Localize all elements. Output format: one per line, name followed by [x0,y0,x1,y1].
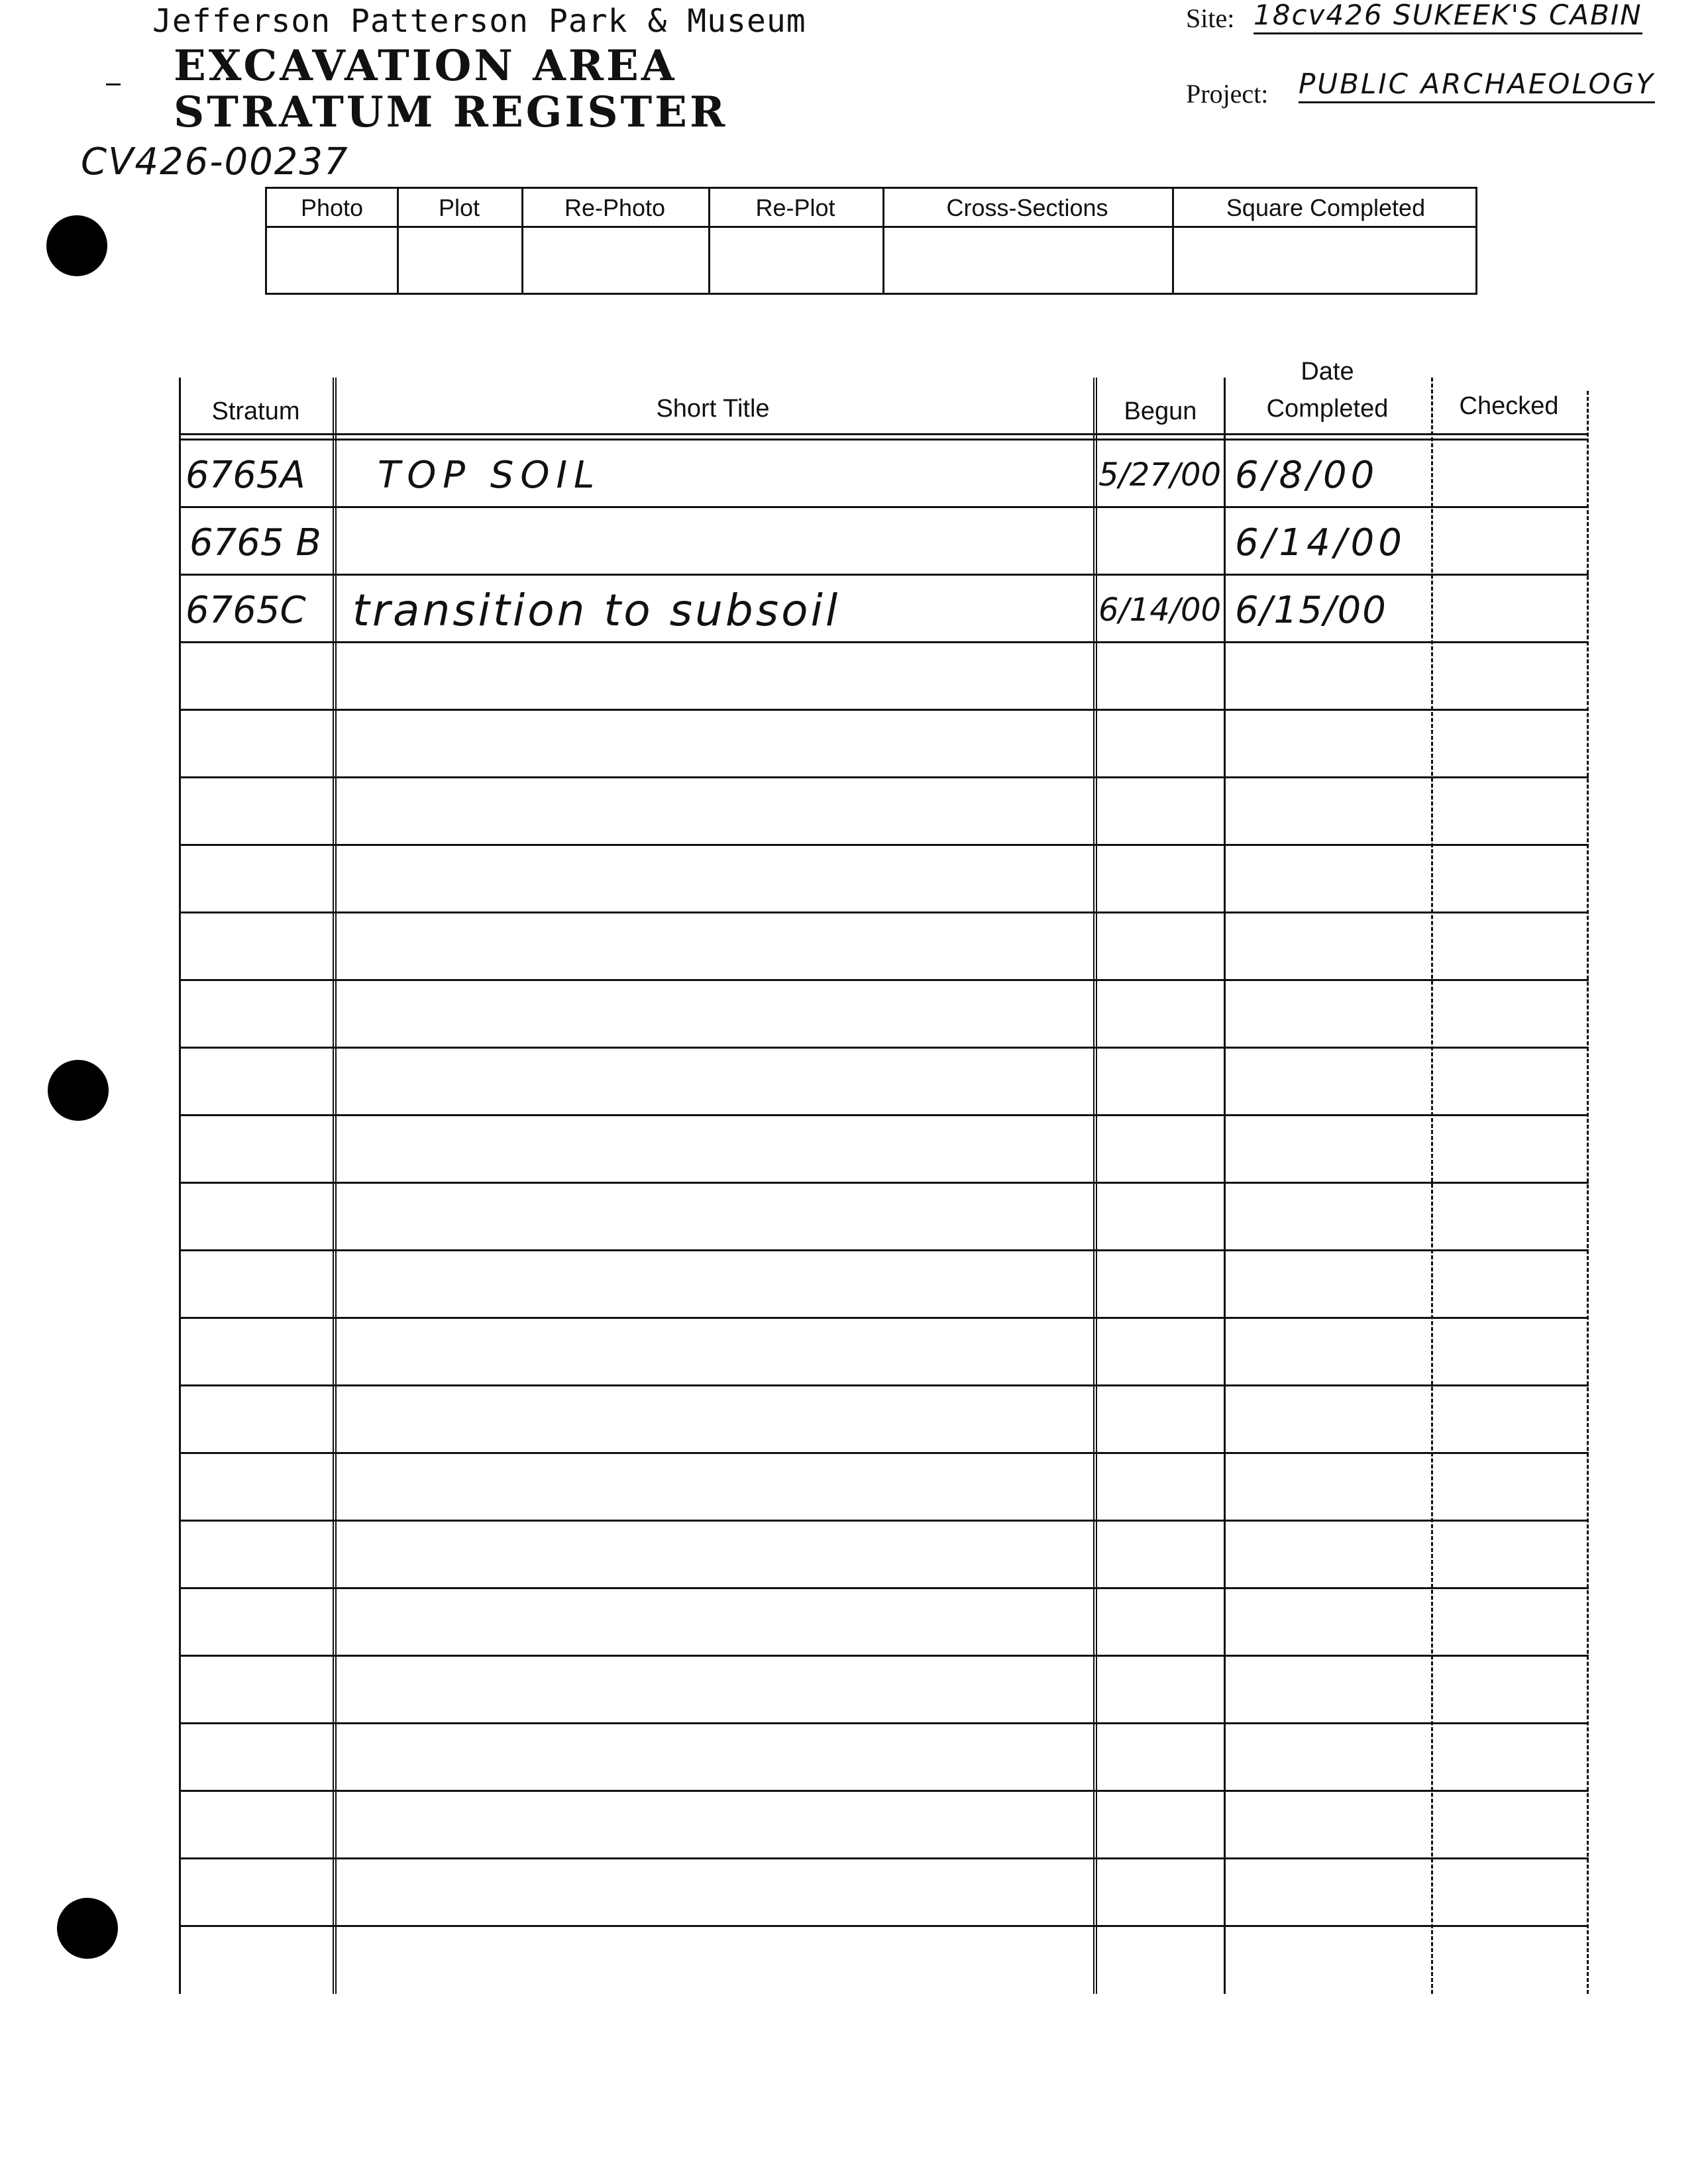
status-col-cross-sections: Cross-Sections [946,194,1108,221]
begun-value: 5/27/00 [1098,456,1222,494]
row-rule [179,1047,1589,1049]
site-value: 18cv426 SUKEEK'S CABIN [1253,0,1642,34]
row-rule [179,1452,1589,1454]
stratum-value: 6765A [186,453,305,497]
checked-cell [1431,509,1587,576]
header-completed: Completed [1266,395,1389,423]
begun-value: 6/14/00 [1098,592,1222,629]
stratum-cell [189,509,333,576]
row-rule [179,1384,1589,1386]
header-rule [179,433,1589,435]
short-title-value: transition to subsoil [352,584,841,636]
document-id: CV426-00237 [81,140,349,183]
row-rule [179,1857,1589,1859]
status-col-plot: Plot [438,194,480,221]
row-rule [179,1249,1589,1251]
row-rule [179,1790,1589,1792]
site-label: Site: [1186,3,1235,33]
short-title-cell [378,509,1093,576]
header-checked: Checked [1459,392,1559,420]
header-rule [179,439,1589,441]
row-rule [179,1114,1589,1116]
row-rule [179,1520,1589,1522]
stratum-cell [186,576,333,644]
completed-value: 6/15/00 [1235,588,1387,632]
row-rule [179,911,1589,913]
header-begun: Begun [1124,397,1197,425]
project-label: Project: [1186,79,1269,109]
institution-name: Jefferson Patterson Park & Museum [152,3,806,40]
completed-value: 6/14/00 [1235,521,1406,564]
status-col-rephoto: Re-Photo [564,194,666,221]
stratum-cell [186,441,333,509]
begun-cell [1098,441,1224,509]
header-stratum: Stratum [211,397,300,425]
short-title-value: TOP SOIL [378,453,602,497]
completed-cell [1235,509,1431,576]
form-title-line2: STRATUM REGISTER [174,87,728,137]
stratum-value: 6765C [186,588,306,632]
binder-hole-bottom [57,1898,118,1959]
begun-cell [1098,576,1224,644]
begun-cell [1098,509,1224,576]
table-row [179,441,1589,509]
stratum-value: 6765 B [189,521,321,564]
checked-cell [1431,576,1587,644]
row-rule [179,1655,1589,1657]
status-col-replot: Re-Plot [755,194,835,221]
row-rule [179,709,1589,711]
table-row [179,509,1589,576]
completed-cell [1235,441,1431,509]
binder-hole-top [46,215,107,276]
binder-hole-middle [48,1060,109,1121]
status-table [265,187,1477,295]
margin-mark [106,83,121,85]
short-title-cell [378,441,1093,509]
row-rule [179,1182,1589,1184]
row-rule [179,979,1589,981]
checked-cell [1431,441,1587,509]
header-short-title: Short Title [656,395,770,423]
row-rule [179,1587,1589,1589]
row-rule [179,844,1589,846]
status-col-square-completed: Square Completed [1226,194,1426,221]
project-value: PUBLIC ARCHAEOLOGY [1299,68,1655,103]
row-rule [179,1317,1589,1319]
short-title-cell [352,576,1093,644]
table-row [179,576,1589,644]
row-rule [179,1722,1589,1724]
form-title-line1: EXCAVATION AREA [174,41,677,91]
completed-value: 6/8/00 [1235,453,1379,497]
row-rule [179,776,1589,778]
date-group-header: Date [1301,358,1354,386]
stratum-register-table [179,358,1589,1994]
row-rule [179,1925,1589,1927]
completed-cell [1235,576,1431,644]
status-col-photo: Photo [300,194,364,221]
